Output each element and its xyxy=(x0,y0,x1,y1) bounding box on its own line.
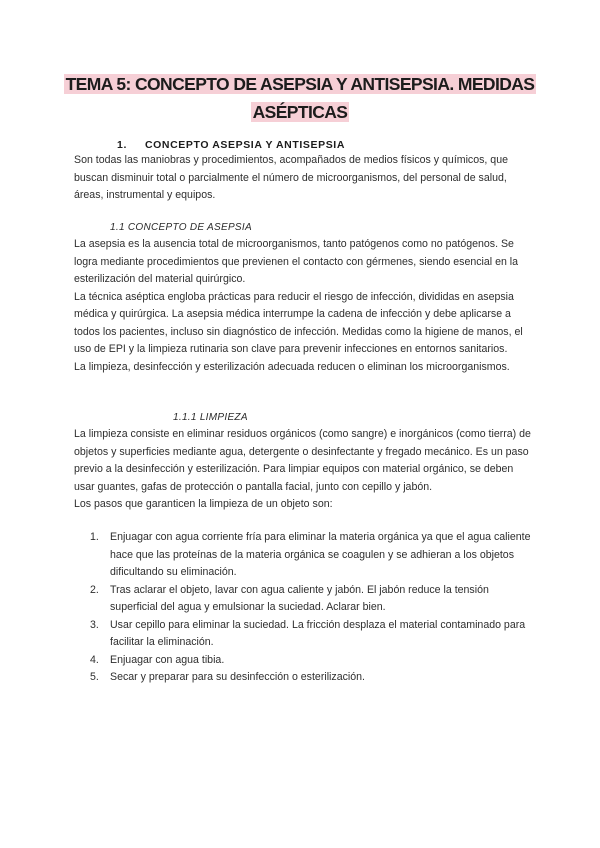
title-line-2: ASÉPTICAS xyxy=(252,102,348,122)
section-1-1-1-body xyxy=(74,426,534,514)
section-1-1-body xyxy=(74,236,534,376)
list-item-text: Usar cepillo para eliminar la suciedad. La fricción desplaza el material contaminado para facilitar la eliminación. xyxy=(110,618,526,648)
list-item xyxy=(90,652,534,670)
cleaning-steps-list xyxy=(90,529,534,687)
paragraph: La limpieza, desinfección y esterilización adecuada reducen o eliminan los microorganismos. xyxy=(74,360,510,373)
list-item xyxy=(90,669,534,687)
list-item-text: Enjuagar con agua corriente fría para eliminar la materia orgánica ya que el agua caliente hace que las proteínas de la materia orgánica se coagulen y se adhieran a los objetos dificultando su eliminación. xyxy=(110,531,531,578)
list-item-number: 4. xyxy=(90,653,99,666)
paragraph: Los pasos que garanticen la limpieza de un objeto son: xyxy=(74,498,333,510)
list-item xyxy=(90,617,534,652)
section-1-heading xyxy=(117,139,345,151)
page-title xyxy=(0,70,600,126)
paragraph: La técnica aséptica engloba prácticas para reducir el riesgo de infección, divididas en asepsia médica y quirúrgica. La asepsia médica interrumpe la cadena de infección y debe aplicarse a todos los pacientes, incluso sin diagnóstico de infección. Medidas como la higiene de manos, el uso de EPI y la limpieza rutinaria son clave para prevenir infecciones en entornos sanitarios. xyxy=(74,290,523,355)
list-item-number: 2. xyxy=(90,583,99,596)
list-item-text: Enjuagar con agua tibia. xyxy=(110,653,225,666)
section-1-1-heading: 1.1 CONCEPTO DE ASEPSIA xyxy=(110,222,252,233)
list-item xyxy=(90,529,534,582)
title-line-1: TEMA 5: CONCEPTO DE ASEPSIA Y ANTISEPSIA. MEDIDAS xyxy=(65,74,535,94)
paragraph: Son todas las maniobras y procedimientos, acompañados de medios físicos y químicos, que buscan disminuir total o parcialmente el número de microorganismos, del personal de salud, áreas, instrumental y equipos. xyxy=(74,154,508,201)
list-item xyxy=(90,582,534,617)
list-item-number: 3. xyxy=(90,618,99,631)
section-1-body xyxy=(74,152,534,205)
section-1-1-1-heading: 1.1.1 LIMPIEZA xyxy=(173,412,248,423)
list-item-number: 1. xyxy=(90,531,99,543)
list-item-number: 5. xyxy=(90,671,99,683)
list-item-text: Secar y preparar para su desinfección o esterilización. xyxy=(110,671,365,683)
paragraph: La asepsia es la ausencia total de microorganismos, tanto patógenos como no patógenos. Se logra mediante procedimientos que previenen el contacto con gérmenes, siendo esencial en la esterilización del material quirúrgico. xyxy=(74,238,519,285)
section-1-heading-text: CONCEPTO ASEPSIA Y ANTISEPSIA xyxy=(144,139,345,151)
section-1-number: 1. xyxy=(117,139,127,151)
paragraph: La limpieza consiste en eliminar residuos orgánicos (como sangre) e inorgánicos (como tierra) de objetos y superficies mediante agua, detergente o desinfectante y fregado mecánico. Es un paso previo a la desinfección y esterilización. Para limpiar equipos con material orgánico, se deben usar guantes, gafas de protección o pantalla facial, junto con cepillo y jabón. xyxy=(74,428,531,493)
list-item-text: Tras aclarar el objeto, lavar con agua caliente y jabón. El jabón reduce la tensión superficial del agua y emulsionar la suciedad. Aclarar bien. xyxy=(110,583,489,613)
